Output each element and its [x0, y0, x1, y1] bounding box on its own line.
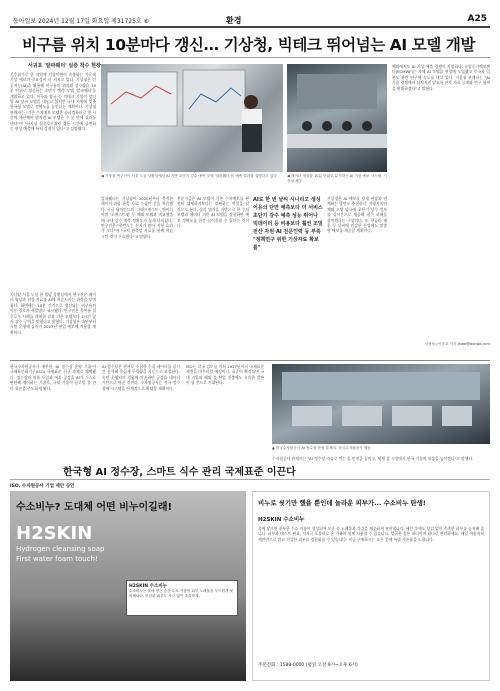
- header-rule: [10, 26, 490, 28]
- soap-ad-tagline-2: First water foam touch!: [16, 555, 98, 563]
- soap-ad-tagline-1: Hydrogen cleansing soap: [16, 545, 105, 553]
- soap-ad-brand: H2SKIN: [16, 523, 93, 544]
- second-article-area: [10, 364, 490, 490]
- soap-ad-info-box: [126, 580, 238, 616]
- main-article-col1: 기후위기로 한 지역에 기상이변이 속출하는 가운데 기상 예보의 중요성이 더 커지고 있다. 기상청은 인공지능(AI)을 활용해 비구름의 위치와 강수량을 10분 단위로 갱신하는 초단기 예측 모델 '알파웨더'를 개발하고 있다. 미국과 영국 등 빅테크 기업이 앞다퉈 AI 날씨 모델을 내놓고 있지만 국내 지형에 맞춘 한국형 모델로 정확도를 높인다는 계획이다. 기상청 관계자는 "기존 수치예보 모델은 슈퍼컴퓨터로 몇 시간씩 계산해야 했지만 AI 모델은 수 분 만에 결과를 낸다"며 "국지성 집중호우처럼 짧은 시간에 급변하는 현상 예측에 특히 강점이 있다"고 설명했다.: [10, 72, 96, 132]
- water-plant-caption: ▲ 한국수자원공사 AI 정수장 운영 통제실. 한국수자원공사 제공: [272, 446, 371, 450]
- water-plant-photo: [272, 364, 490, 444]
- soap-ad-right-brand: H2SKIN 수소비누: [258, 517, 305, 523]
- second-article-subhead: ISO, 수자원공사 기업 제안 승인: [10, 484, 75, 489]
- main-subhead: 서귀포 '알파웨더' 실증 착수 현장: [28, 63, 101, 69]
- second-article-headline: 한국형 AI 정수장, 스마트 식수 관리 국제표준 이끈다: [63, 467, 296, 478]
- pull-quote: AI로 한 번 날씨 시나리오 생성 이유의 단면 예측보다 더 서비스 초단기 강수 예측 성능 뛰어나 빅데이터 등 비용보다 훨씬 조밀 전산 자원·AI 전문인력 등 부족 "정책연구 위한 기상자료 확보를": [253, 197, 323, 251]
- soap-ad-box-label: H2SKIN 수소비누: [129, 584, 168, 589]
- main-headline: 비구름 위치 10분마다 갱신… 기상청, 빅테크 뛰어넘는 AI 모델 개발: [22, 36, 476, 54]
- main-byline: 서귀포=이준호 기자 jhlee@donga.com: [424, 342, 490, 346]
- soap-ad-order-phone: 주문전화 : 1588-0000 (평일 오전 9시~오후 6시): [258, 663, 358, 668]
- meeting-photo: [287, 64, 387, 172]
- meeting-photo-caption: ◀ 레이더 영상을 10분 단위로 분석하는 AI 기상 예보 시스템. 기상청 제공: [287, 174, 387, 183]
- main-article-col2: 지난달 서울 도심 한 빌딩 상황실에서 연구진은 레이더 영상과 위성 자료를 AI에 학습시키는 과정을 보여줬다. 화면에는 10분 간격으로 갱신되는 비구름의 이동 경로가 색깔별로 표시됐다. 연구진은 올여름 집중호우 사례를 재현한 결과 기존 모델보다 1시간 앞서 강수 구역을 맞혔다고 밝혔다. 기상청은 내년부터 시범 운영에 들어가 2027년 현업 예보에 적용할 계획이다.: [10, 292, 96, 335]
- main-article-col5: 기상청은 AI 예보를 방재 현장과 연계하는 방안도 추진한다. 지방자치단체와 소방 당국에 초단기 강수 정보를 실시간으로 제공해 침수 피해를 줄이겠다는 구상이다. 또 항공과 해운 등 날씨에 민감한 산업에도 맞춤형 예보를 제공할 계획이다.: [327, 196, 387, 234]
- second-article-col3: ISO는 각국 검토를 거쳐 2027년까지 국제표준 제정을 마무리할 예정이다. 표준이 확정되면 국내 기업의 해외 물 산업 진출에도 유리한 발판이 될 것으로 기대된다.: [186, 364, 264, 386]
- second-article-col4: 수자원공사 관계자는 "AI 정수장 기술로 먹는 물 안전을 높이고, 세계 물 시장에서 한국 기술의 위상을 높이겠다"고 말했다.: [272, 456, 474, 461]
- second-article-col2: AI 정수장은 센서로 수집한 수질 데이터를 실시간 분석해 응집제 투입량을 자동으로 조절한다. 숙련 운영자의 경험에 의존하던 공정을 데이터 기반으로 바꾼 것이다. 수자원공사는 전국 정수장에 시스템을 단계적으로 확대할 계획이다.: [102, 364, 180, 391]
- soap-ad-box-text: 수소비누는 물에 닿는 순간 수소 거품이 피부 노폐물을 부드럽게 씻어냅니다. 민감한 피부도 자극 없이 촉촉하게.: [129, 589, 234, 598]
- main-photo-researcher: [101, 64, 283, 172]
- section-divider: [10, 360, 490, 361]
- soap-ad-left-headline: 수소비누? 도대체 어떤 비누이길래!: [16, 502, 173, 513]
- soap-ad-right-headline: 비누로 씻기만 했을 뿐인데 놀라운 피부가... 수소비누 탄생!: [258, 499, 426, 507]
- main-article-col4: 전문가들은 AI 모델이 기존 수치예보를 완전히 대체하기보다는 보완하는 역할을 할 것으로 본다. 물리 법칙을 기반으로 한 수치 모델과 데이터 기반 AI 모델을 결합하면 예보 정확도를 한층 끌어올릴 수 있다는 것이다.: [177, 196, 249, 229]
- soap-ad-right-body: 물에 닿으면 풍부한 수소 거품이 생성되어 모공 속 노폐물과 각질을 깨끗하게 씻어냅니다. 세안 후에도 당김 없이 촉촉한 피부를 유지해 줍니다. 피부과 테스트 완료, 저자극 포뮬러로 온 가족이 함께 사용할 수 있습니다. 얼굴은 물론 바디까지 하나로 관리하세요. 매일 아침저녁 세안만으로 맑고 건강한 피부를 경험하실 수 있습니다. 지금 구매하시는 모든 분께 특별 사은품을 드립니다.: [258, 526, 484, 542]
- headline-rule: [10, 57, 490, 58]
- main-article-col6: 해외에서도 AI 기상 예측 경쟁이 치열하다. 유럽중기예보센터(ECMWF)는 자체 AI 모델을 현업에 도입했고 중국과 일본도 관련 연구에 속도를 내고 있다. 기상청 관계자는 "AI 기술 경쟁에서 뒤처지지 않도록 관측 자료 공개와 연구 협력을 확대하겠다"고 밝혔다.: [392, 64, 490, 91]
- main-article-col3: 알파웨더는 기상청이 2020년부터 축적한 레이더·위성 관측 자료 수십만 건을 학습했다. 구글 딥마인드의 '그래프캐스트', 엔비디아의 '포캐스트넷' 등 해외 모델과 비교했을 때 국내 강수 예측 정확도가 높게 나타났다. 연구진은 "한반도는 산지가 많아 지형 효과가 크다"며 "국지 관측망 자료를 함께 학습시킨 것이 주효했다"고 말했다.: [101, 196, 173, 239]
- second-article-col1: 한국수자원공사가 제안한 'AI 정수장 운영 기술'이 국제표준화기구(ISO) 국제표준 신규 과제로 채택됐다. 정수장의 약품 투입과 여과 공정을 AI가 스스로 판단해 제어하는 기술로, 국내 기술이 글로벌 물 관리 표준을 주도하게 됐다.: [10, 364, 96, 391]
- section-name: 환경: [226, 16, 242, 25]
- page-number: A25: [467, 14, 487, 24]
- main-photo-caption: ◀ 기상청 연구진이 서울 도심 상황실에서 AI 기반 초단기 강수 예측 모델 '알파웨더'의 예측 결과를 설명하고 있다.: [101, 174, 278, 178]
- newspaper-dateline: 동아일보 2024년 12월 17일 화요일 제31725호 ⑥: [13, 18, 150, 25]
